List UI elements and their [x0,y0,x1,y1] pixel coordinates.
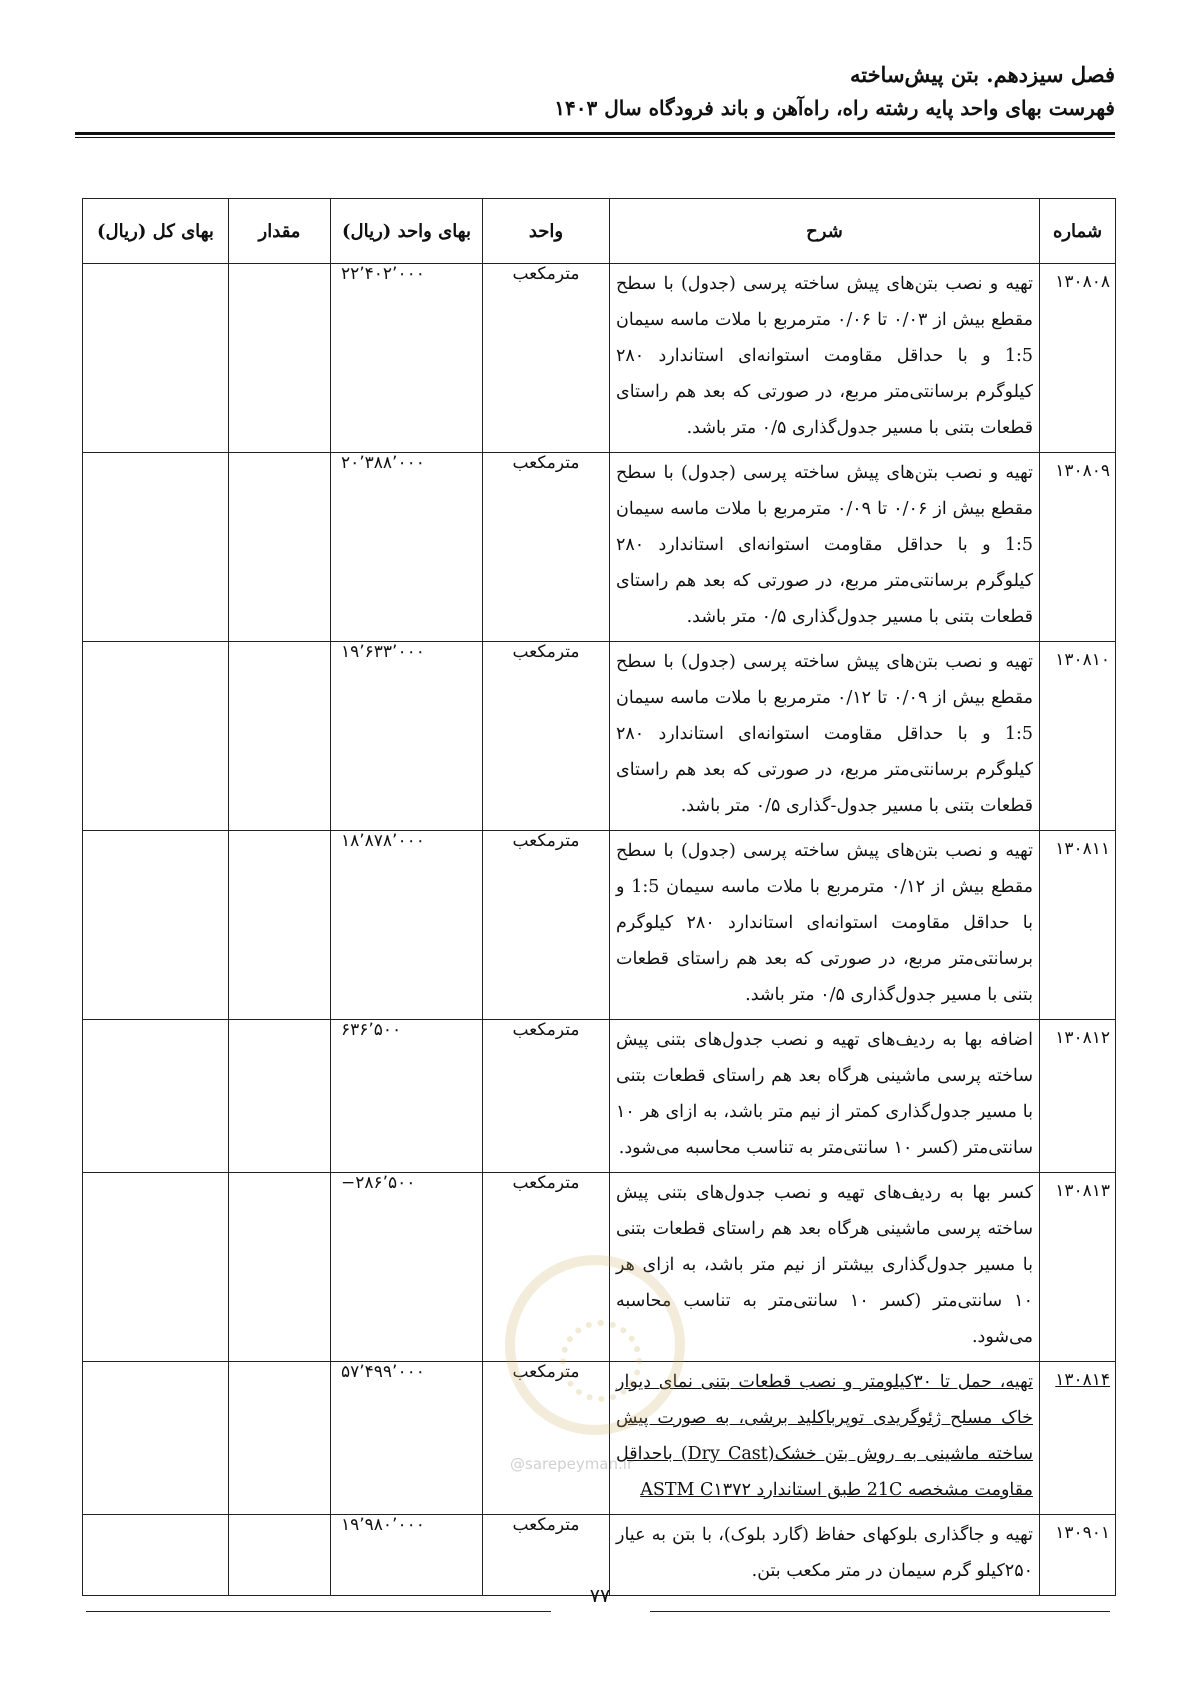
item-description: تهیه و نصب بتن‌های پیش ساخته پرسی (جدول) با سطح مقطع بیش از ۰/۱۲ مترمربع با ملات ماسه سیمان 1:5 و با حداقل مقاومت استوانه‌ای استاندارد ۲۸۰ کیلوگرم برسانتی‌متر مربع، در صورتی که بعد هم راستای قطعات بتنی با مسیر جدول‌گذاری ۰/۵ متر باشد. [610,831,1040,1020]
item-number: ۱۳۰۸۱۰ [1040,642,1116,831]
item-description: کسر بها به ردیف‌های تهیه و نصب جدول‌های بتنی پیش ساخته پرسی ماشینی هرگاه بعد هم راستای قطعات بتنی با مسیر جدول‌گذاری بیشتر از نیم متر باشد، به ازای هر ۱۰ سانتی‌متر (کسر ۱۰ سانتی‌متر به تناسب محاسبه می‌شود. [610,1173,1040,1362]
item-unit: مترمکعب [483,453,610,642]
item-number: ۱۳۰۸۱۲ [1040,1020,1116,1173]
footer-rule-left [86,1611,551,1612]
item-unit: مترمکعب [483,264,610,453]
item-total-price [83,831,229,1020]
header-number: شماره [1040,199,1116,264]
item-unit-price: ۶۳۶٬۵۰۰ [331,1020,483,1173]
item-unit-price: ۱۹٬۹۸۰٬۰۰۰ [331,1515,483,1596]
item-unit-price: ۵۷٬۴۹۹٬۰۰۰ [331,1362,483,1515]
price-table [82,198,1116,1596]
item-unit: مترمکعب [483,1362,610,1515]
watermark-text: @sarepeyman.ir [510,1455,634,1473]
header-total-price: بهای کل (ریال) [83,199,229,264]
item-number: ۱۳۰۸۰۸ [1040,264,1116,453]
item-unit: مترمکعب [483,1020,610,1173]
item-total-price [83,264,229,453]
item-unit: مترمکعب [483,642,610,831]
item-description: تهیه و نصب بتن‌های پیش ساخته پرسی (جدول) با سطح مقطع بیش از ۰/۰۹ تا ۰/۱۲ مترمربع با ملات ماسه سیمان 1:5 و با حداقل مقاومت استوانه‌ای استاندارد ۲۸۰ کیلوگرم برسانتی‌متر مربع، در صورتی که بعد هم راستای قطعات بتنی با مسیر جدول-گذاری ۰/۵ متر باشد. [610,642,1040,831]
header-unit: واحد [483,199,610,264]
header-quantity: مقدار [229,199,331,264]
item-number: ۱۳۰۹۰۱ [1040,1515,1116,1596]
item-number: ۱۳۰۸۱۱ [1040,831,1116,1020]
table-row [83,453,1116,642]
table-header-row [83,199,1116,264]
table-row [83,1020,1116,1173]
footer-rule-right [650,1611,1110,1612]
item-total-price [83,453,229,642]
table-row [83,264,1116,453]
item-quantity [229,1515,331,1596]
item-unit: مترمکعب [483,831,610,1020]
item-total-price [83,1173,229,1362]
header-description: شرح [610,199,1040,264]
item-quantity [229,453,331,642]
item-total-price [83,1020,229,1173]
item-number: ۱۳۰۸۱۳ [1040,1173,1116,1362]
item-quantity [229,831,331,1020]
item-description: تهیه و نصب بتن‌های پیش ساخته پرسی (جدول) با سطح مقطع بیش از ۰/۰۶ تا ۰/۰۹ مترمربع با ملات ماسه سیمان 1:5 و با حداقل مقاومت استوانه‌ای استاندارد ۲۸۰ کیلوگرم برسانتی‌متر مربع، در صورتی که بعد هم راستای قطعات بتنی با مسیر جدول‌گذاری ۰/۵ متر باشد. [610,453,1040,642]
item-unit: مترمکعب [483,1515,610,1596]
item-number: ۱۳۰۸۰۹ [1040,453,1116,642]
item-unit-price: ۲۲٬۴۰۲٬۰۰۰ [331,264,483,453]
table-row [83,831,1116,1020]
item-unit-price: −۲۸۶٬۵۰۰ [331,1173,483,1362]
page-header [75,60,1115,124]
page-number: ۷۷ [589,1585,611,1607]
item-total-price [83,1515,229,1596]
item-description: تهیه و نصب بتن‌های پیش ساخته پرسی (جدول) با سطح مقطع بیش از ۰/۰۳ تا ۰/۰۶ مترمربع با ملات ماسه سیمان 1:5 و با حداقل مقاومت استوانه‌ای استاندارد ۲۸۰ کیلوگرم برسانتی‌متر مربع، در صورتی که بعد هم راستای قطعات بتنی با مسیر جدول‌گذاری ۰/۵ متر باشد. [610,264,1040,453]
item-quantity [229,1020,331,1173]
item-unit-price: ۲۰٬۳۸۸٬۰۰۰ [331,453,483,642]
header-unit-price: بهای واحد (ریال) [331,199,483,264]
document-subtitle: فهرست بهای واحد پایه رشته راه، راه‌آهن و باند فرودگاه سال ۱۴۰۳ [554,96,1115,120]
item-quantity [229,1173,331,1362]
item-unit-price: ۱۹٬۶۳۳٬۰۰۰ [331,642,483,831]
table-row [83,1362,1116,1515]
item-description: اضافه بها به ردیف‌های تهیه و نصب جدول‌های بتنی پیش ساخته پرسی ماشینی هرگاه بعد هم راستای قطعات بتنی با مسیر جدول‌گذاری کمتر از نیم متر باشد، به ازای هر ۱۰ سانتی‌متر (کسر ۱۰ سانتی‌متر به تناسب محاسبه می‌شود. [610,1020,1040,1173]
table-row [83,1173,1116,1362]
item-total-price [83,1362,229,1515]
table-row [83,642,1116,831]
item-quantity [229,642,331,831]
table-row [83,1515,1116,1596]
header-rule-thick [75,132,1115,135]
item-unit-price: ۱۸٬۸۷۸٬۰۰۰ [331,831,483,1020]
item-description: تهیه، حمل تا ۳۰کیلومتر و نصب قطعات بتنی نمای دیوار خاک مسلح ژئوگریدی توپرباکلید برشی، به صورت پیش ساخته ماشینی به روش بتن خشک(Dry Cast) باحداقل مقاومت مشخصه 21C طبق استاندارد ASTM C۱۳۷۲ [610,1362,1040,1515]
item-quantity [229,1362,331,1515]
chapter-title: فصل سیزدهم. بتن پیش‌ساخته [849,62,1115,87]
header-rule-thin [75,137,1115,138]
item-total-price [83,642,229,831]
item-unit: مترمکعب [483,1173,610,1362]
item-quantity [229,264,331,453]
item-description: تهیه و جاگذاری بلوکهای حفاظ (گارد بلوک)، با بتن به عیار ۲۵۰کیلو گرم سیمان در متر مکعب بتن. [610,1515,1040,1596]
item-number: ۱۳۰۸۱۴ [1040,1362,1116,1515]
